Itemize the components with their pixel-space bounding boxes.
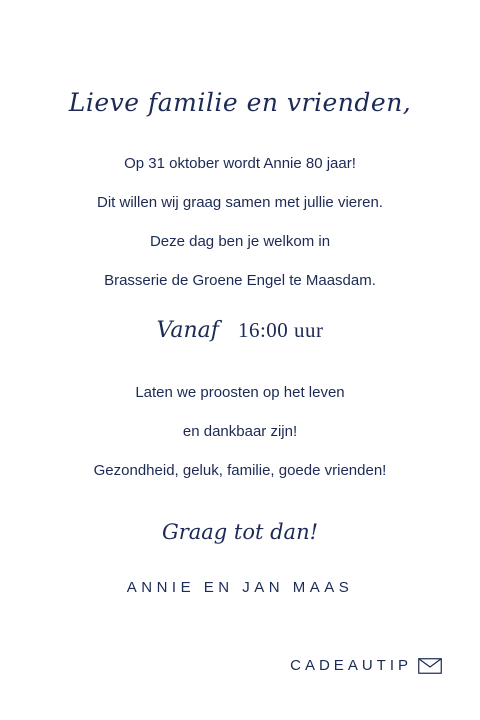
invitation-line: Gezondheid, geluk, familie, goede vrienden!: [93, 462, 387, 479]
invitation-line: Dit willen wij graag samen met jullie vieren.: [97, 194, 383, 211]
signature: ANNIE EN JAN MAAS: [126, 579, 354, 596]
envelope-icon: [418, 658, 442, 674]
greeting-heading: Lieve familie en vrienden,: [68, 88, 412, 117]
closing-text: Graag tot dan!: [161, 520, 319, 544]
invitation-line: Brasserie de Groene Engel te Maasdam.: [104, 272, 376, 289]
cadeautip-button[interactable]: [290, 657, 442, 674]
event-time: 16:00 uur: [237, 318, 324, 342]
invitation-line: Op 31 oktober wordt Annie 80 jaar!: [124, 155, 356, 172]
invitation-line: Laten we proosten op het leven: [135, 384, 345, 401]
time-prefix: Vanaf: [156, 318, 219, 343]
invitation-line: en dankbaar zijn!: [182, 423, 298, 440]
time-row: [0, 318, 480, 343]
cadeautip-label: CADEAUTIP: [290, 657, 412, 674]
invitation-line: Deze dag ben je welkom in: [149, 233, 331, 250]
